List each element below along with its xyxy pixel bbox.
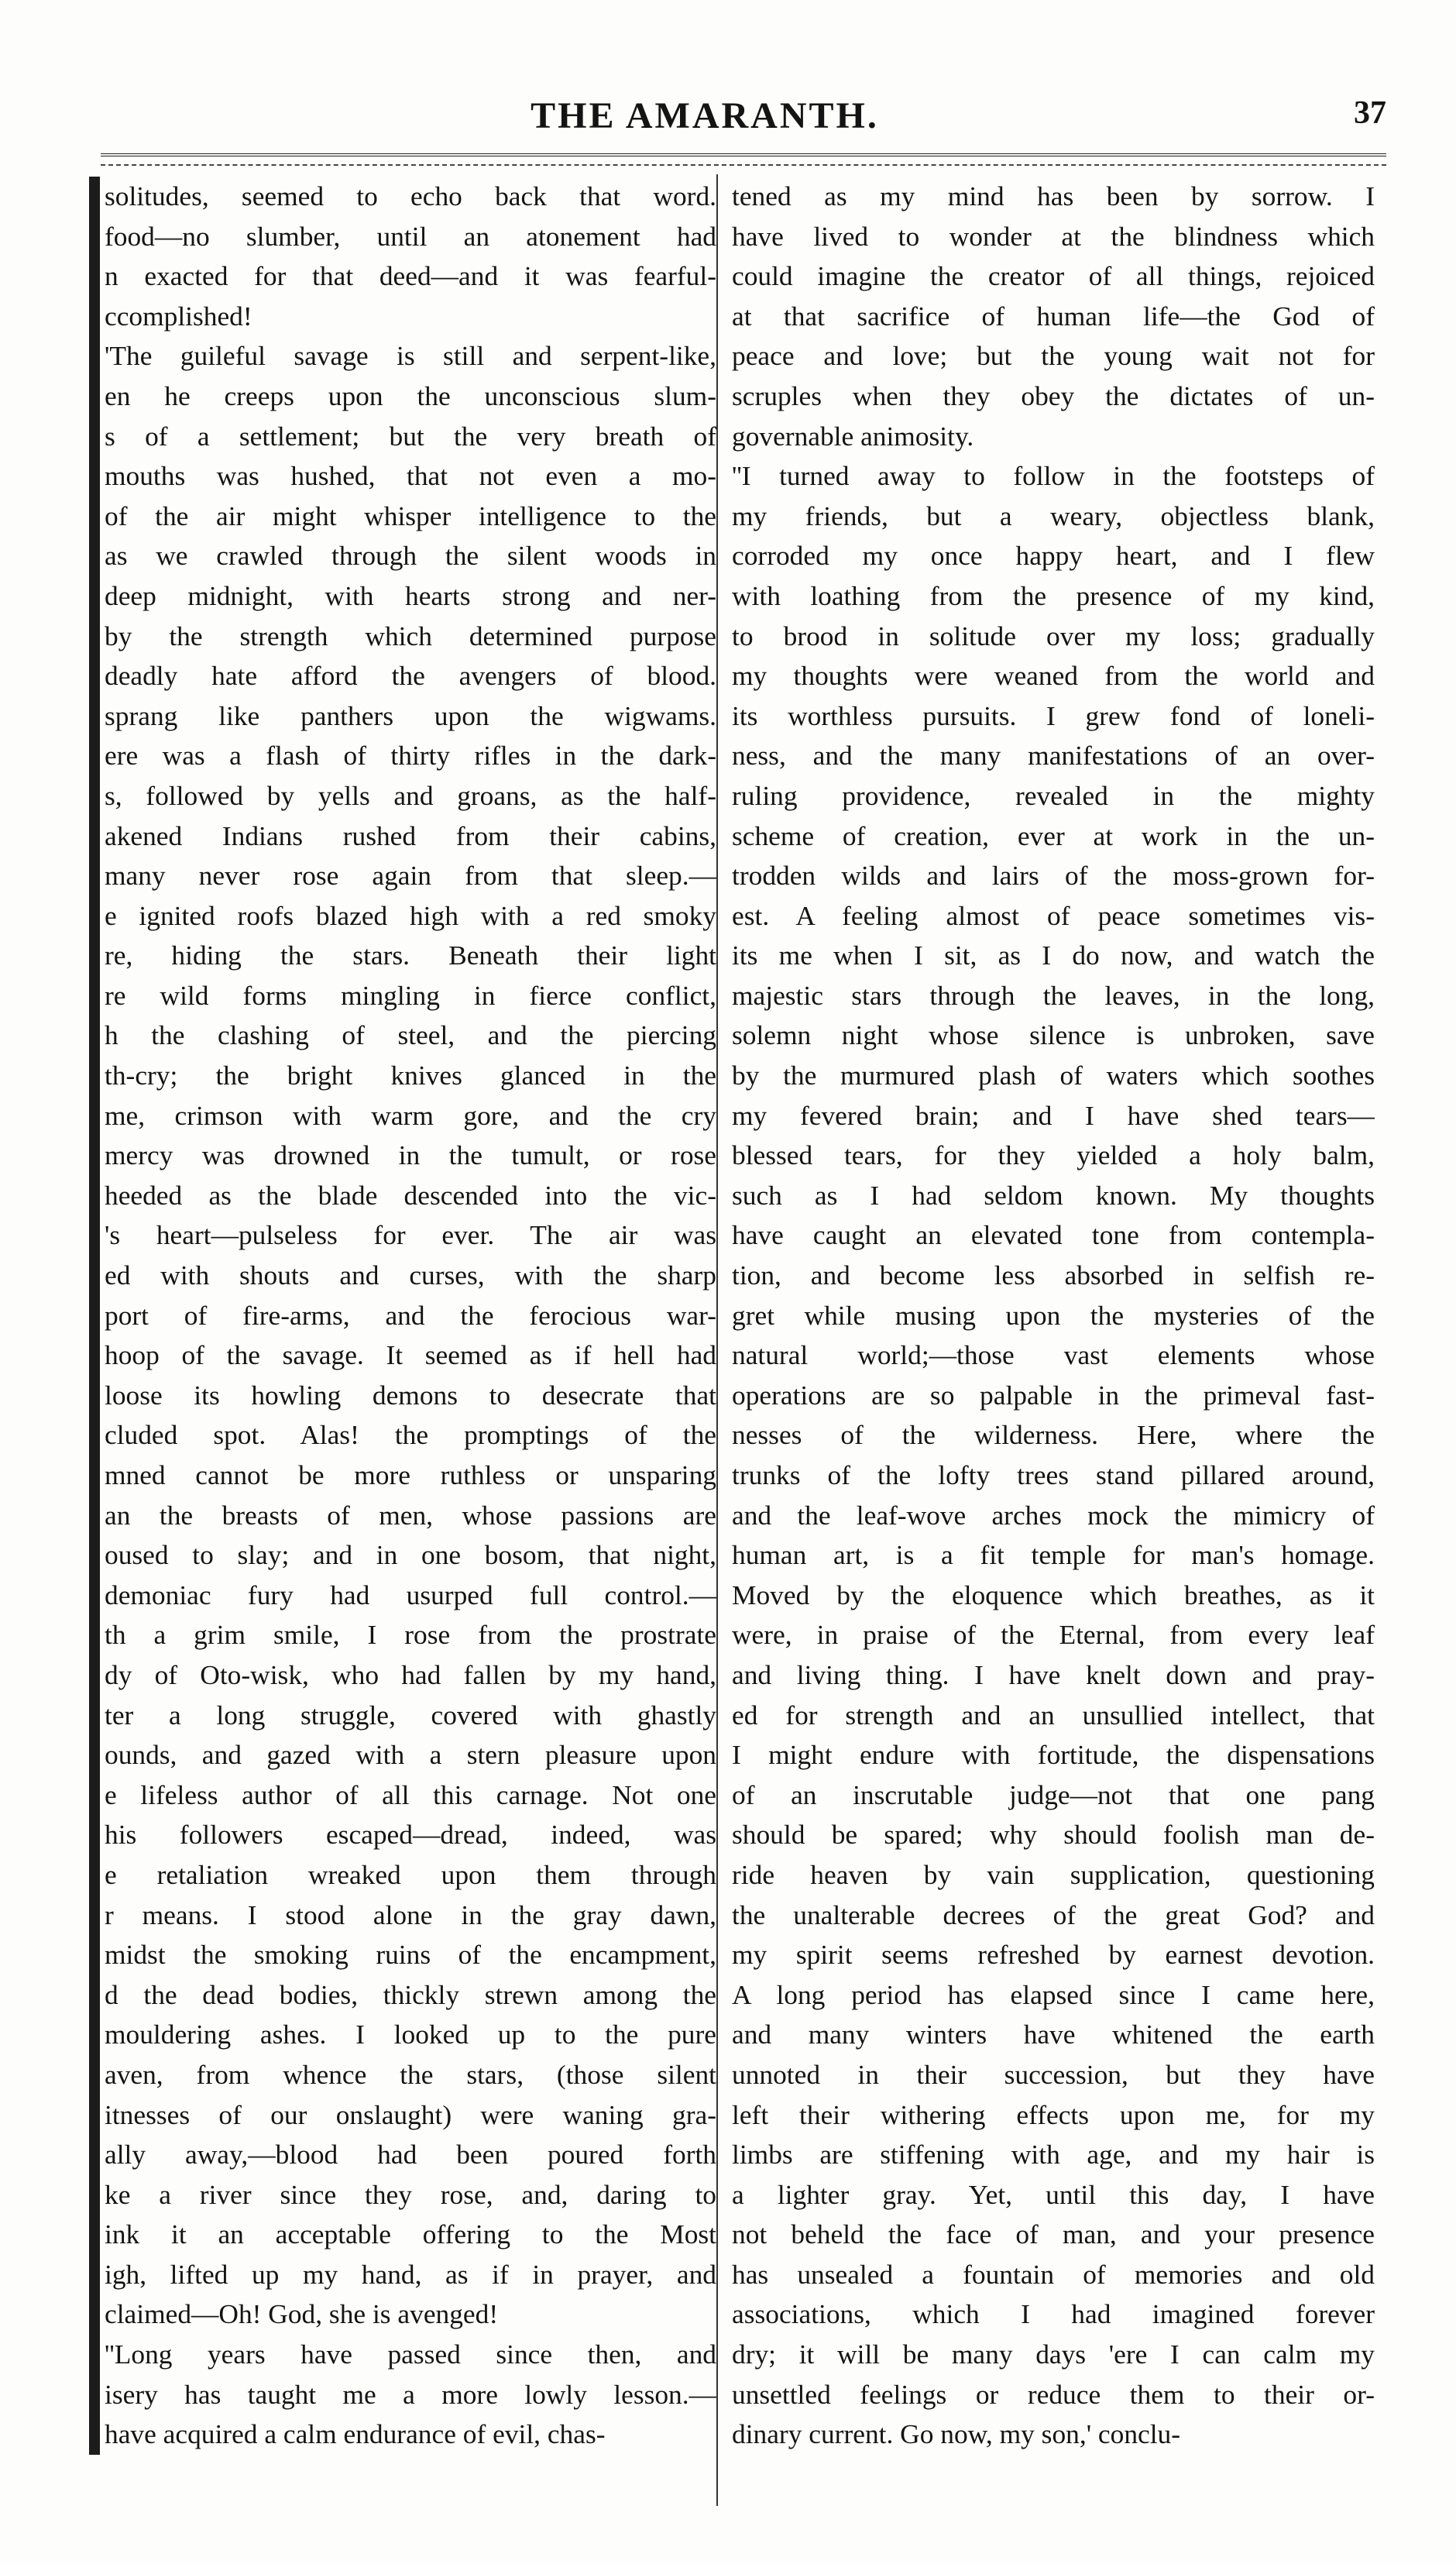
text-line: as we crawled through the silent woods in [105,540,716,572]
text-line: ''Long years have passed since then, and [105,2339,716,2370]
text-line: ness, and the many manifestations of an over- [732,740,1375,772]
text-line: my friends, but a weary, objectless blank, [732,500,1375,531]
text-line: h the clashing of steel, and the piercing [105,1019,716,1051]
text-line: dinary current. Go now, my son,' conclu- [732,2418,1181,2450]
text-line: est. A feeling almost of peace sometimes vis- [732,899,1375,931]
text-line: 's heart—pulseless for ever. The air was [105,1219,716,1251]
text-line: ke a river since they rose, and, daring to [105,2178,716,2210]
text-line: ally away,—blood had been poured forth [105,2139,716,2170]
text-line: my spirit seems refreshed by earnest devotion. [732,1939,1375,1971]
text-line: peace and love; but the young wait not for [732,340,1375,372]
right-column [732,177,1375,2455]
text-line: an the breasts of men, whose passions are [105,1499,716,1531]
text-line: were, in praise of the Eternal, from every leaf [732,1619,1375,1651]
text-line: by the strength which determined purpose [105,620,716,651]
text-line: en he creeps upon the unconscious slum- [105,380,716,411]
text-line: re wild forms mingling in fierce conflict, [105,979,716,1011]
text-line: left their withering effects upon me, for my [732,2098,1375,2130]
text-line: to brood in solitude over my loss; gradually [732,620,1375,651]
text-line: mercy was drowned in the tumult, or rose [105,1139,716,1171]
text-line: natural world;—those vast elements whose [732,1339,1375,1371]
text-line: 'The guileful savage is still and serpent-like, [105,340,716,372]
text-line: ''I turned away to follow in the footsteps of [732,460,1375,492]
text-line: gret while musing upon the mysteries of the [732,1299,1375,1331]
text-line: unnoted in their succession, but they have [732,2058,1375,2090]
text-line: of the air might whisper intelligence to the [105,500,716,531]
text-line: ed for strength and an unsullied intellect, that [732,1699,1375,1731]
left-column [89,177,716,2455]
text-line: many never rose again from that sleep.— [105,860,716,892]
text-line: nesses of the wilderness. Here, where the [732,1419,1375,1451]
text-line: isery has taught me a more lowly lesson.— [105,2378,716,2410]
text-line: trunks of the lofty trees stand pillared around, [732,1459,1375,1490]
text-line: r means. I stood alone in the gray dawn, [105,1899,716,1930]
text-line: human art, is a fit temple for man's homage. [732,1539,1375,1571]
text-line: scruples when they obey the dictates of un- [732,380,1375,411]
text-line: heeded as the blade descended into the vic- [105,1179,716,1211]
text-line: limbs are stiffening with age, and my hair is [732,2139,1375,2170]
page-header [101,91,1386,146]
text-line: midst the smoking ruins of the encampment, [105,1939,716,1971]
text-line: tened as my mind has been by sorrow. I [732,180,1375,211]
text-line: scheme of creation, ever at work in the un- [732,820,1375,851]
text-line: has unsealed a fountain of memories and old [732,2258,1375,2290]
text-line: such as I had seldom known. My thoughts [732,1179,1375,1211]
text-line: demoniac fury had usurped full control.— [105,1579,716,1610]
text-line: ounds, and gazed with a stern pleasure upon [105,1739,716,1771]
text-line: dry; it will be many days 'ere I can calm my [732,2339,1375,2370]
text-line: Moved by the eloquence which breathes, as it [732,1579,1375,1610]
text-line: a lighter gray. Yet, until this day, I have [732,2178,1375,2210]
text-line: and many winters have whitened the earth [732,2019,1375,2050]
text-line: ink it an acceptable offering to the Most [105,2219,716,2250]
text-line: loose its howling demons to desecrate that [105,1379,716,1411]
text-line: th-cry; the bright knives glanced in the [105,1060,716,1091]
text-line: my thoughts were weaned from the world and [732,660,1375,692]
text-line: solitudes, seemed to echo back that word. [105,180,716,211]
text-line: s of a settlement; but the very breath of [105,420,716,452]
header-rule [101,153,1386,156]
text-line: unsettled feelings or reduce them to their or- [732,2378,1375,2410]
page-number: 37 [1354,95,1386,131]
text-line: his followers escaped—dread, indeed, was [105,1819,716,1851]
text-line: ruling providence, revealed in the mighty [732,779,1375,811]
text-line: the unalterable decrees of the great God? and [732,1899,1375,1930]
text-line: me, crimson with warm gore, and the cry [105,1099,716,1131]
text-line: and the leaf-wove arches mock the mimicry of [732,1499,1375,1531]
text-line: have acquired a calm endurance of evil, chas- [105,2418,606,2450]
text-line: governable animosity. [732,420,974,452]
text-line: tion, and become less absorbed in selfish re- [732,1260,1375,1291]
text-line: n exacted for that deed—and it was fearful- [105,260,716,292]
text-line: operations are so palpable in the primeval fast- [732,1379,1375,1411]
text-line: my fevered brain; and I have shed tears— [732,1099,1375,1131]
text-line: corroded my once happy heart, and I flew [732,540,1375,572]
text-line: majestic stars through the leaves, in the long, [732,979,1375,1011]
text-line: sprang like panthers upon the wigwams. [105,699,716,731]
text-line: cluded spot. Alas! the promptings of the [105,1419,716,1451]
text-line: have caught an elevated tone from contempla- [732,1219,1375,1251]
text-line: by the murmured plash of waters which soothes [732,1060,1375,1091]
text-line: oused to slay; and in one bosom, that night, [105,1539,716,1571]
text-line: its worthless pursuits. I grew fond of loneli- [732,699,1375,731]
text-line: akened Indians rushed from their cabins, [105,820,716,851]
text-line: trodden wilds and lairs of the moss-grown for- [732,860,1375,892]
running-title: THE AMARANTH. [531,95,879,136]
text-line: solemn night whose silence is unbroken, save [732,1019,1375,1051]
text-line: d the dead bodies, thickly strewn among the [105,1978,716,2010]
text-line: th a grim smile, I rose from the prostrate [105,1619,716,1651]
text-line: dy of Oto-wisk, who had fallen by my hand, [105,1658,716,1690]
text-line: A long period has elapsed since I came here, [732,1978,1375,2010]
text-line: e lifeless author of all this carnage. Not one [105,1779,716,1810]
text-line: could imagine the creator of all things, rejoiced [732,260,1375,292]
text-line: itnesses of our onslaught) were waning gra- [105,2098,716,2130]
text-line: re, hiding the stars. Beneath their light [105,940,716,971]
text-line: with loathing from the presence of my kind, [732,579,1375,611]
text-line: port of fire-arms, and the ferocious war- [105,1299,716,1331]
text-line: at that sacrifice of human life—the God of [732,300,1375,332]
text-line: e retaliation wreaked upon them through [105,1858,716,1890]
text-line: hoop of the savage. It seemed as if hell had [105,1339,716,1371]
text-line: deadly hate afford the avengers of blood. [105,660,716,692]
column-divider [716,174,718,2506]
text-line: of an inscrutable judge—not that one pang [732,1779,1375,1810]
text-line: ed with shouts and curses, with the sharp [105,1260,716,1291]
text-line: have lived to wonder at the blindness which [732,220,1375,252]
text-line: and living thing. I have knelt down and pray- [732,1658,1375,1690]
text-line: e ignited roofs blazed high with a red smoky [105,899,716,931]
text-line: I might endure with fortitude, the dispensations [732,1739,1375,1771]
text-line: food—no slumber, until an atonement had [105,220,716,252]
text-line: ter a long struggle, covered with ghastly [105,1699,716,1731]
text-line: ride heaven by vain supplication, questioning [732,1858,1375,1890]
text-line: associations, which I had imagined forever [732,2298,1375,2330]
text-line: deep midnight, with hearts strong and ner- [105,579,716,611]
text-line: its me when I sit, as I do now, and watch the [732,940,1375,971]
text-line: mouldering ashes. I looked up to the pure [105,2019,716,2050]
text-line: aven, from whence the stars, (those silent [105,2058,716,2090]
text-line: blessed tears, for they yielded a holy balm, [732,1139,1375,1171]
text-line: not beheld the face of man, and your presence [732,2219,1375,2250]
text-line: should be spared; why should foolish man de- [732,1819,1375,1851]
text-line: mouths was hushed, that not even a mo- [105,460,716,492]
text-line: ccomplished! [105,300,252,332]
header-rule-dashed [101,164,1386,166]
text-line: claimed—Oh! God, she is avenged! [105,2298,499,2330]
text-line: s, followed by yells and groans, as the half- [105,779,716,811]
text-line: igh, lifted up my hand, as if in prayer, and [105,2258,716,2290]
text-line: mned cannot be more ruthless or unsparing [105,1459,716,1490]
text-line: ere was a flash of thirty rifles in the dark- [105,740,716,772]
